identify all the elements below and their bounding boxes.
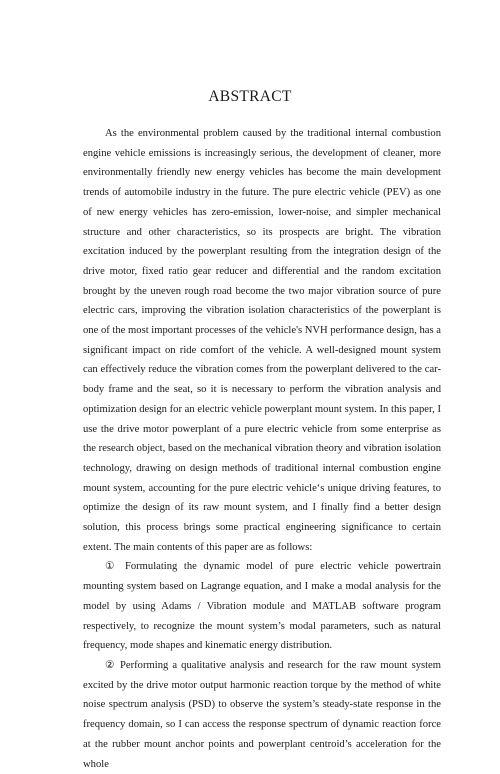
paragraph-item-2: ② Performing a qualitative analysis and research for the raw mount system excited by the drive motor output harmonic reaction torque by the method of white noise spectrum analysis (PSD) to observe the system’s steady-state response in the frequency domain, so I can access the response spectrum of dynamic reaction force at the rubber mount anchor points and powerplant centroid’s acceleration for the whole [83, 659, 441, 770]
abstract-body [83, 124, 441, 774]
paragraph-intro: As the environmental problem caused by the traditional internal combustion engine vehicle emissions is increasingly serious, the development of cleaner, more environmentally friendly new energy vehicles has become the main development trends of automobile industry in the future. The pure electric vehicle (PEV) as one of new energy vehicles has zero-emission, lower-noise, and simpler mechanical structure and other characteristics, so its prospects are bright. The vibration excitation induced by the powerplant resulting from the integration design of the drive motor, fixed ratio gear reducer and differential and the random excitation brought by the uneven rough road become the two major vibration source of pure electric cars, improving the vibration isolation characteristics of the powerplant is one of the most important processes of the vehicle's NVH performance design, has a significant impact on ride comfort of the vehicle. A well-designed mount system can effectively reduce the vibration comes from the powerplant delivered to the car-body frame and the seat, so it is necessary to perform the vibration analysis and optimization design for an electric vehicle powerplant mount system. In this paper, I use the drive motor powerplant of a pure electric vehicle from some enterprise as the research object, based on the mechanical vibration theory and vibration isolation technology, drawing on design methods of traditional internal combustion engine mount system, accounting for the pure electric vehicle‘s unique driving features, to optimize the design of its raw mount system, and I finally find a better design solution, this process brings some practical engineering significance to certain extent. The main contents of this paper are as follows: [83, 128, 441, 553]
page-title: ABSTRACT [208, 88, 292, 105]
paragraph-item-1: ① Formulating the dynamic model of pure electric vehicle powertrain mounting system based on Lagrange equation, and I make a modal analysis for the model by using Adams / Vibration module and MATLAB software program respectively, to recognize the mount system’s modal parameters, such as natural frequency, mode shapes and kinematic energy distribution. [83, 561, 441, 652]
